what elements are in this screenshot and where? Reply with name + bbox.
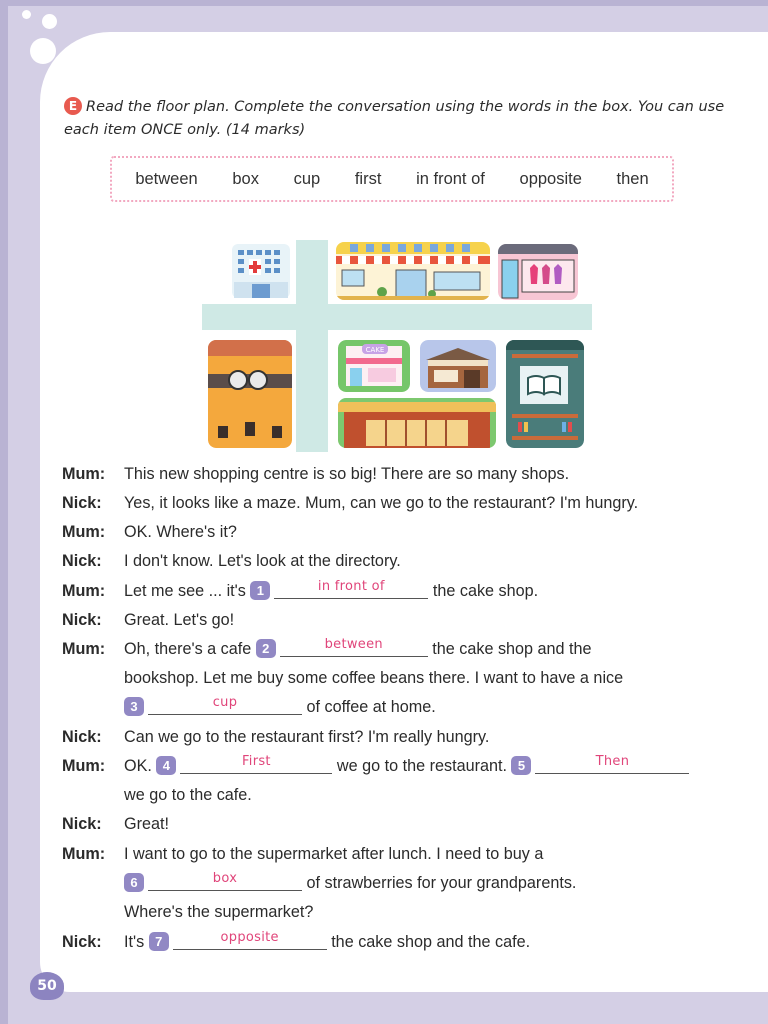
word-box-item: opposite	[519, 169, 582, 188]
line-text: Where's the supermarket?	[124, 903, 314, 921]
text-after: the cake shop.	[432, 582, 539, 600]
speaker-label: Mum:	[62, 523, 106, 541]
answer-text: opposite	[220, 930, 279, 945]
line-text	[124, 635, 592, 664]
word-box-item: box	[232, 169, 259, 188]
speaker-label: Mum:	[62, 582, 106, 600]
text-before: It's	[124, 933, 145, 951]
answer-blank[interactable]	[173, 929, 327, 950]
question-number: 2	[256, 639, 276, 658]
line-text: This new shopping centre is so big! There are so many shops.	[124, 465, 570, 483]
restaurant-building	[336, 242, 490, 300]
speaker-label: Nick:	[62, 728, 102, 746]
hospital-icon	[230, 242, 292, 300]
cake-sign: CAKE	[365, 346, 385, 354]
text-after: of coffee at home.	[306, 698, 436, 716]
hospital-building	[230, 242, 292, 300]
line-text	[124, 577, 538, 606]
line-text: Great. Let's go!	[124, 611, 235, 629]
answer-blank[interactable]	[148, 694, 302, 715]
question-number: 7	[149, 932, 169, 951]
supermarket-icon	[338, 398, 496, 448]
floor-plan	[196, 236, 596, 452]
speaker-label: Mum:	[62, 465, 106, 483]
speaker-label: Nick:	[62, 494, 102, 512]
answer-blank[interactable]	[180, 753, 332, 774]
bookshop-icon	[506, 340, 584, 448]
word-box-item: in front of	[416, 169, 485, 188]
line-text: I don't know. Let's look at the directory.	[124, 552, 401, 570]
word-box-item: first	[354, 169, 382, 188]
speaker-label: Nick:	[62, 611, 102, 629]
line-text	[124, 693, 436, 722]
decor-dot	[30, 38, 56, 64]
line-text: Can we go to the restaurant first? I'm really hungry.	[124, 728, 490, 746]
exercise-instruction	[64, 96, 734, 142]
restaurant-icon	[336, 242, 490, 300]
line-text: Great!	[124, 815, 169, 833]
line-text	[124, 869, 576, 898]
cinema-icon	[208, 340, 292, 448]
answer-text: First	[241, 754, 271, 769]
decor-dot	[22, 10, 31, 19]
line-text: Yes, it looks like a maze. Mum, can we go to the restaurant? I'm hungry.	[124, 494, 639, 512]
road-horizontal	[202, 304, 592, 330]
text-before: Let me see ... it's	[124, 582, 246, 600]
line-text: OK. Where's it?	[124, 523, 237, 541]
question-number: 6	[124, 873, 144, 892]
clothes-shop-building	[498, 244, 578, 300]
speaker-label: Mum:	[62, 757, 106, 775]
line-text: we go to the cafe.	[124, 786, 252, 804]
speaker-label: Mum:	[62, 845, 106, 863]
answer-blank[interactable]	[274, 578, 428, 599]
speaker-label: Nick:	[62, 552, 102, 570]
answer-text: in front of	[317, 579, 385, 594]
answer-blank[interactable]	[280, 636, 428, 657]
cinema-building	[208, 340, 292, 448]
line-text	[124, 928, 530, 957]
bookshop-building	[506, 340, 584, 448]
text-after: we go to the restaurant.	[336, 757, 507, 775]
text-before: Oh, there's a cafe	[124, 640, 252, 658]
clothes-shop-icon	[498, 244, 578, 300]
road-vertical	[296, 240, 328, 452]
cafe-building	[420, 340, 496, 392]
text-after: the cake shop and the cafe.	[331, 933, 531, 951]
cake-shop-icon	[338, 340, 410, 392]
word-box	[110, 156, 674, 202]
text-before: OK.	[124, 757, 152, 775]
word-box-item: between	[135, 169, 198, 188]
answer-text: between	[324, 637, 383, 652]
speaker-label: Nick:	[62, 933, 102, 951]
speaker-label: Nick:	[62, 815, 102, 833]
cake-shop-building	[338, 340, 410, 392]
line-text	[124, 752, 689, 781]
answer-text: Then	[595, 754, 630, 769]
text-after: of strawberries for your grandparents.	[306, 874, 577, 892]
line-text: bookshop. Let me buy some coffee beans there. I want to have a nice	[124, 669, 624, 687]
question-number: 5	[511, 756, 531, 775]
cafe-icon	[420, 340, 496, 392]
line-text: I want to go to the supermarket after lunch. I need to buy a	[124, 845, 544, 863]
answer-text: cup	[212, 695, 238, 710]
instruction-text: Read the floor plan. Complete the conversation using the words in the box. You can use each item ONCE only. (14 marks)	[64, 99, 725, 138]
page-number: 50	[30, 972, 64, 1000]
word-box-item: then	[616, 169, 649, 188]
text-after: the cake shop and the	[432, 640, 592, 658]
answer-text: box	[212, 871, 238, 886]
exercise-badge: E	[64, 97, 82, 115]
question-number: 1	[250, 581, 270, 600]
question-number: 4	[156, 756, 176, 775]
word-box-item: cup	[293, 169, 321, 188]
supermarket-building	[338, 398, 496, 448]
speaker-label: Mum:	[62, 640, 106, 658]
decor-dot	[42, 14, 57, 29]
answer-blank[interactable]	[535, 753, 689, 774]
answer-blank[interactable]	[148, 870, 302, 891]
question-number: 3	[124, 697, 144, 716]
